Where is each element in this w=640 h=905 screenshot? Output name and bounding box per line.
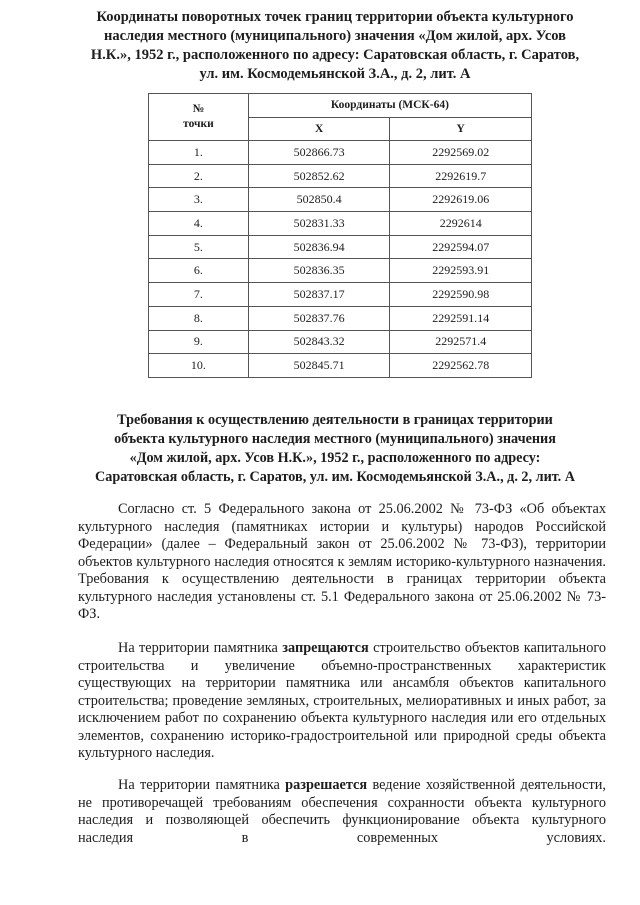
y-value: 2292619.7 xyxy=(390,164,532,188)
table-row xyxy=(149,212,532,236)
x-header: X xyxy=(248,117,390,141)
y-value: 2292593.91 xyxy=(390,259,532,283)
heading-line: Координаты поворотных точек границ территории объекта культурного xyxy=(96,9,574,25)
table-row xyxy=(149,141,532,165)
table-row xyxy=(149,235,532,259)
heading-line: наследия местного (муниципального) значения «Дом жилой, арх. Усов xyxy=(103,28,567,44)
table-row xyxy=(149,330,532,354)
paragraph-text-start: На территории памятника xyxy=(118,640,278,656)
header-number-sign: № xyxy=(192,103,205,115)
paragraph-text-start: На территории памятника xyxy=(118,777,280,793)
point-number: 8. xyxy=(149,306,249,330)
paragraph-permitted xyxy=(78,777,606,847)
x-value: 502850.4 xyxy=(248,188,390,212)
y-value: 2292590.98 xyxy=(390,283,532,307)
requirements-heading-line: Саратовская область, г. Саратов, ул. им. Космодемьянской З.А., д. 2, лит. А xyxy=(94,469,575,485)
header-point-label: точки xyxy=(183,118,214,130)
point-number: 10. xyxy=(149,354,249,378)
point-number: 9. xyxy=(149,330,249,354)
x-value: 502845.71 xyxy=(248,354,390,378)
prohibited-keyword: запрещаются xyxy=(282,640,369,656)
requirements-heading-line: Требования к осуществлению деятельности в границах территории xyxy=(117,412,553,428)
paragraph-text-rest: строительство объектов капитального строительства и увеличение объемно-пространственных характеристик существующих на территории памятника или ансамбля объектов капитального строительства; проведение земляных, строительных, мелиоративных и иных работ, за исключением работ по сохранению объекта культурного наследия или его отдельных элементов, сохранению историко-градостроительной или природной среды объекта культурного наследия. xyxy=(78,640,606,761)
point-number-header xyxy=(149,94,249,141)
x-value: 502866.73 xyxy=(248,141,390,165)
coordinates-header: Координаты (МСК-64) xyxy=(248,94,531,118)
point-number: 2. xyxy=(149,164,249,188)
table-row xyxy=(149,306,532,330)
table-row xyxy=(149,188,532,212)
y-value: 2292562.78 xyxy=(390,354,532,378)
y-value: 2292569.02 xyxy=(390,141,532,165)
heading-line: ул. им. Космодемьянской З.А., д. 2, лит. А xyxy=(199,66,471,82)
x-value: 502831.33 xyxy=(248,212,390,236)
heading-line: Н.К.», 1952 г., расположенного по адресу: Саратовская область, г. Саратов, xyxy=(90,47,580,63)
x-value: 502837.17 xyxy=(248,283,390,307)
y-value: 2292571.4 xyxy=(390,330,532,354)
point-number: 6. xyxy=(149,259,249,283)
requirements-heading-line: объекта культурного наследия местного (муниципального) значения xyxy=(114,431,556,447)
y-value: 2292614 xyxy=(390,212,532,236)
point-number: 4. xyxy=(149,212,249,236)
y-header: Y xyxy=(390,117,532,141)
paragraph-legal-basis xyxy=(78,501,606,624)
x-value: 502836.94 xyxy=(248,235,390,259)
x-value: 502837.76 xyxy=(248,306,390,330)
y-value: 2292594.07 xyxy=(390,235,532,259)
y-value: 2292591.14 xyxy=(390,306,532,330)
table-row xyxy=(149,164,532,188)
x-value: 502843.32 xyxy=(248,330,390,354)
table-row xyxy=(149,259,532,283)
point-number: 3. xyxy=(149,188,249,212)
y-value: 2292619.06 xyxy=(390,188,532,212)
paragraph-text-rest: ведение хозяйственной деятельности, не противоречащей требованиям обеспечения сохранности объекта культурного наследия и позволяющей обеспечить функционирование объекта культурного наследия в современных условиях. xyxy=(78,777,606,846)
permitted-keyword: разрешается xyxy=(285,777,368,793)
x-value: 502852.62 xyxy=(248,164,390,188)
point-number: 5. xyxy=(149,235,249,259)
point-number: 1. xyxy=(149,141,249,165)
coordinates-table xyxy=(148,93,532,378)
requirements-heading xyxy=(40,411,630,487)
point-number: 7. xyxy=(149,283,249,307)
paragraph-prohibited xyxy=(78,640,606,763)
requirements-heading-line: «Дом жилой, арх. Усов Н.К.», 1952 г., расположенного по адресу: xyxy=(129,450,541,466)
table-row xyxy=(149,283,532,307)
coordinates-heading xyxy=(60,8,610,84)
paragraph-text: Согласно ст. 5 Федерального закона от 25.06.2002 № 73-ФЗ «Об объектах культурного наследия (памятниках истории и культуры) народов Российской Федерации» (далее – Федеральный закон от 25.06.2002 № 73-ФЗ), территории объектов культурного наследия относятся к землям историко-культурного назначения. Требования к осуществлению деятельности в границах территории объекта культурного наследия установлены ст. 5.1 Федерального закона от 25.06.2002 № 73-ФЗ. xyxy=(78,501,606,622)
table-row xyxy=(149,354,532,378)
x-value: 502836.35 xyxy=(248,259,390,283)
